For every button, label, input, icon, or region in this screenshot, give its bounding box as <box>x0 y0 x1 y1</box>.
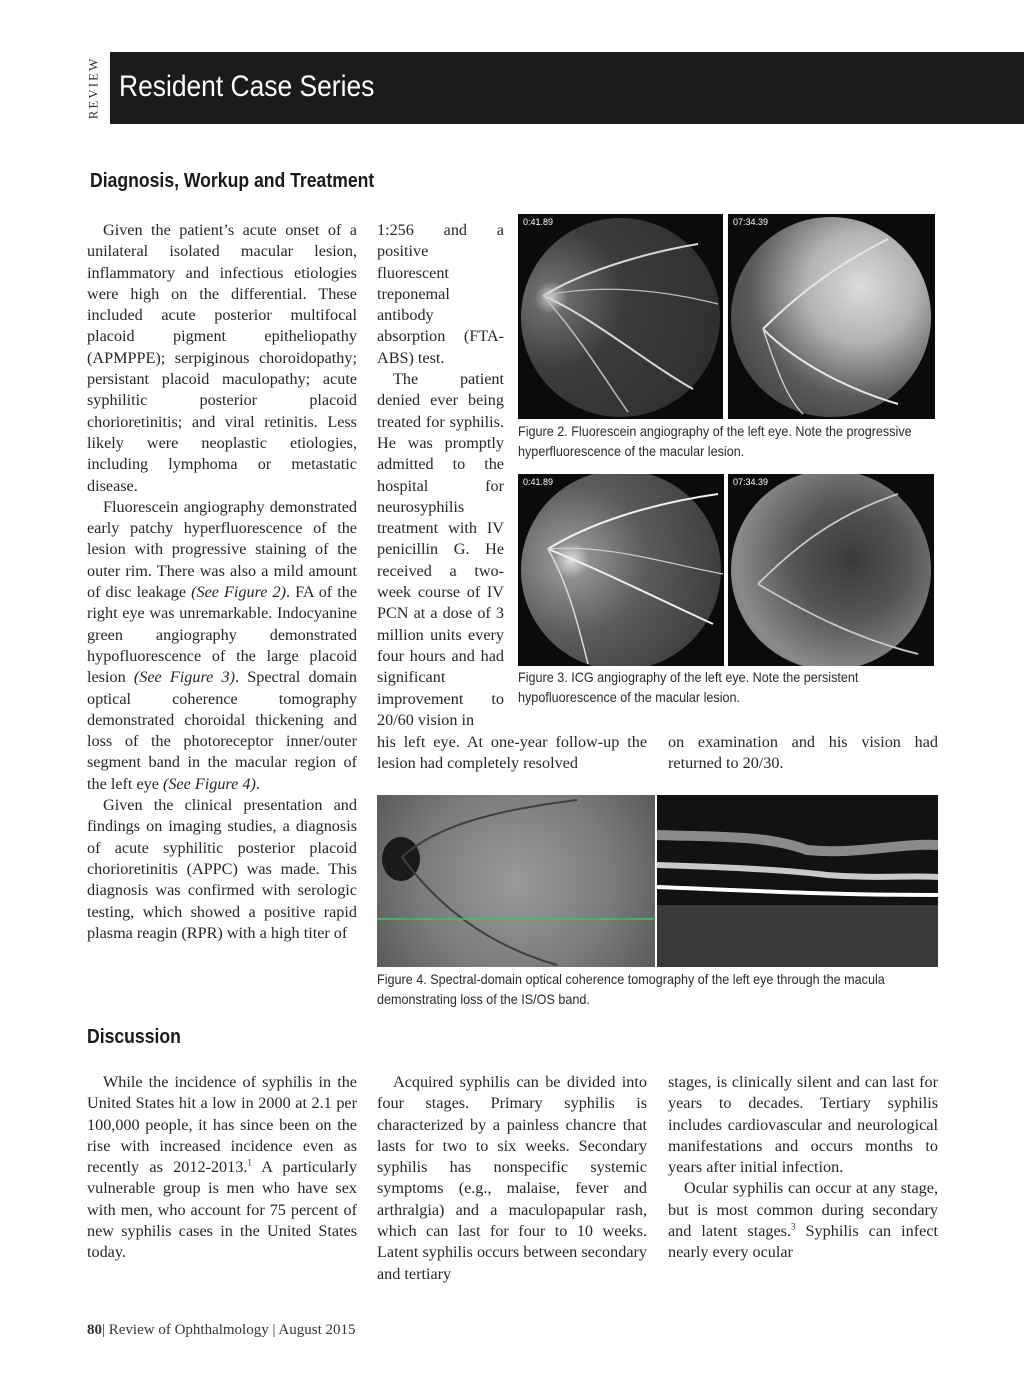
reference-marker: 3 <box>791 1221 796 1232</box>
paragraph: his left eye. At one-year follow-up the lesion had completely resolved <box>377 733 647 773</box>
vessel-lines <box>728 474 934 666</box>
paragraph: Fluorescein angiography demonstrated early patchy hyperfluorescence of the lesion with progressive staining of the outer rim. There was also a mild amount of disc leakage (See Figure 2). FA of the right eye was unremarkable. Indocyanine green angiography demonstrated hypofluorescence of the large placoid lesion (See Figure 3). Spectral domain optical coherence tomography demonstrated choroidal thickening and loss of the photoreceptor inner/outer segment band in the macular region of the left eye (See Figure 4). <box>87 497 358 793</box>
timestamp: 07:34.39 <box>733 217 769 227</box>
paragraph: stages, is clinically silent and can last for years to decades. Tertiary syphilis includes cardiovascular and neurological manifestations and occurs months to years after initial infection. <box>668 1073 938 1177</box>
figure-2-caption: Figure 2. Fluorescein angiography of the left eye. Note the progressive hyperfluorescence of the macular lesion. <box>518 423 912 459</box>
diagnosis-heading: Diagnosis, Workup and Treatment <box>90 170 375 192</box>
paragraph: Given the clinical presentation and findings on imaging studies, a diagnosis of acute syphilitic posterior placoid chorioretinitis (APPC) was made. This diagnosis was confirmed with serologic testing, which showed a positive rapid plasma reagin (RPR) with a high titer of <box>87 796 357 942</box>
paragraph-text: A particularly vulnerable group is men who have sex with men, who account for 75 percent of new syphilis cases in the United States today. <box>87 1158 357 1262</box>
paragraph <box>668 1178 938 1263</box>
diagnosis-column-1 <box>87 220 357 944</box>
paragraph: Given the patient’s acute onset of a unilateral isolated macular lesion, inflammatory and infectious etiologies were high on the differential. These included acute posterior multifocal placoid pigment epitheliopathy (APMPPE); serpiginous choroidopathy; persistant placoid maculopathy; acute syphilitic posterior placoid chorioretinitis; and viral retinitis. Less likely were neoplastic etiologies, including lymphoma or metastatic disease. <box>87 221 357 495</box>
figure-3-left-image <box>518 474 724 666</box>
timestamp: 0:41.89 <box>523 217 554 227</box>
paragraph <box>87 1072 357 1264</box>
paragraph-text: While the incidence of syphilis in the United States hit a low in 2000 at 2.1 per 100,000 people, it has since been on the rise with increased incidence even as recently as 2012-2013. <box>87 1073 357 1177</box>
reference-marker: 1 <box>247 1157 252 1168</box>
figure-3-right-image <box>728 474 934 666</box>
page-number: 80 <box>87 1322 102 1338</box>
header-bar <box>110 52 1024 124</box>
diagnosis-column-2 <box>377 220 504 731</box>
page-title: Resident Case Series <box>119 70 375 103</box>
vessel-lines <box>377 795 655 967</box>
figure-3-caption: Figure 3. ICG angiography of the left eye. Note the persistent hypofluorescence of the macular lesion. <box>518 669 859 705</box>
vessel-lines <box>518 474 724 666</box>
figure-4-fundus-image <box>377 795 655 967</box>
page-footer <box>87 1322 356 1339</box>
figure-4-caption: Figure 4. Spectral-domain optical coherence tomography of the left eye through the macula demonstrating loss of the IS/OS band. <box>377 971 885 1007</box>
discussion-column-2 <box>377 1072 647 1285</box>
paragraph-text: Syphilis can infect nearly every ocular <box>668 1222 939 1262</box>
section-tab <box>82 52 104 124</box>
vessel-lines <box>728 214 935 419</box>
diagnosis-column-2-continued <box>377 732 647 775</box>
paragraph-text: Ocular syphilis can occur at any stage, but is most common during secondary and latent stages. <box>668 1179 938 1241</box>
paragraph: 1:256 and a positive fluorescent treponemal antibody absorption (FTA-ABS) test. <box>377 221 504 367</box>
diagnosis-column-3 <box>668 732 938 775</box>
vessel-lines <box>518 214 723 419</box>
discussion-column-1 <box>87 1072 357 1264</box>
discussion-heading: Discussion <box>87 1026 181 1048</box>
oct-layers <box>657 795 938 967</box>
section-tab-label: REVIEW <box>85 56 101 120</box>
paragraph: on examination and his vision had returned to 20/30. <box>668 733 938 773</box>
timestamp: 07:34.39 <box>733 477 769 487</box>
paragraph: Acquired syphilis can be divided into four stages. Primary syphilis is characterized by a painless chancre that lasts for two to six weeks. Secondary syphilis has nonspecific systemic symptoms (e.g., malaise, fever and arthralgia) and a maculopapular rash, which can last for four to 10 weeks. Latent syphilis occurs between secondary and tertiary <box>377 1073 647 1283</box>
discussion-column-3 <box>668 1072 938 1264</box>
timestamp: 0:41.89 <box>523 477 554 487</box>
figure-4-oct-image <box>657 795 938 967</box>
figure-2-right-image <box>728 214 935 419</box>
figure-2-left-image <box>518 214 723 419</box>
paragraph: The patient denied ever being treated for syphilis. He was promptly admitted to the hospital for neurosyphilis treatment with IV penicillin G. He received a two-week course of IV PCN at a dose of 3 million units every four hours and had significant improvement to 20/60 vision in <box>377 370 504 729</box>
publication-info: | Review of Ophthalmology | August 2015 <box>102 1322 356 1338</box>
